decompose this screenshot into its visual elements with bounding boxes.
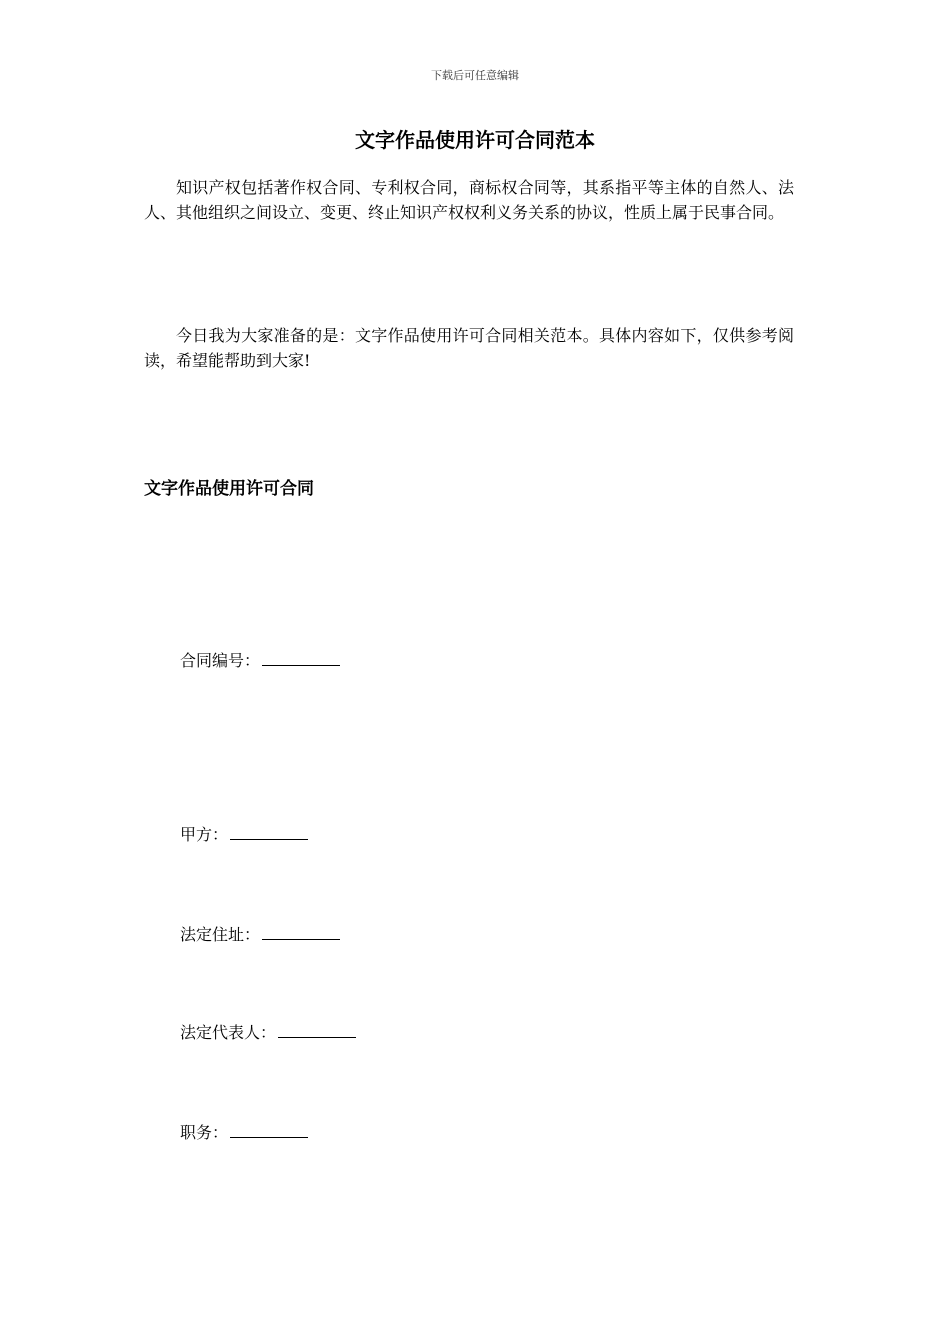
position-label: 职务： xyxy=(180,1123,229,1142)
section-heading: 文字作品使用许可合同 xyxy=(144,479,314,499)
header-note: 下载后可任意编辑 xyxy=(431,69,519,82)
legal-address-field xyxy=(180,923,340,946)
intro-paragraph-1: 知识产权包括著作权合同、专利权合同，商标权合同等，其系指平等主体的自然人、法人、其他组织之间设立、变更、终止知识产权权利义务关系的协议，性质上属于民事合同。 xyxy=(144,178,794,222)
legal-representative-field xyxy=(180,1021,356,1044)
legal-address-label: 法定住址： xyxy=(180,925,261,944)
position-blank xyxy=(230,1121,308,1138)
contract-number-label: 合同编号： xyxy=(180,651,261,670)
contract-number-blank xyxy=(262,649,340,666)
legal-representative-label: 法定代表人： xyxy=(180,1023,277,1042)
intro-paragraph-2: 今日我为大家准备的是：文字作品使用许可合同相关范本。具体内容如下，仅供参考阅读，希望能帮助到大家! xyxy=(144,326,794,370)
legal-representative-blank xyxy=(278,1021,356,1038)
contract-number-field xyxy=(180,649,340,672)
document-title: 文字作品使用许可合同范本 xyxy=(355,128,595,152)
party-a-blank xyxy=(230,823,308,840)
position-field xyxy=(180,1121,308,1144)
party-a-field xyxy=(180,823,308,846)
legal-address-blank xyxy=(262,923,340,940)
party-a-label: 甲方： xyxy=(180,825,229,844)
